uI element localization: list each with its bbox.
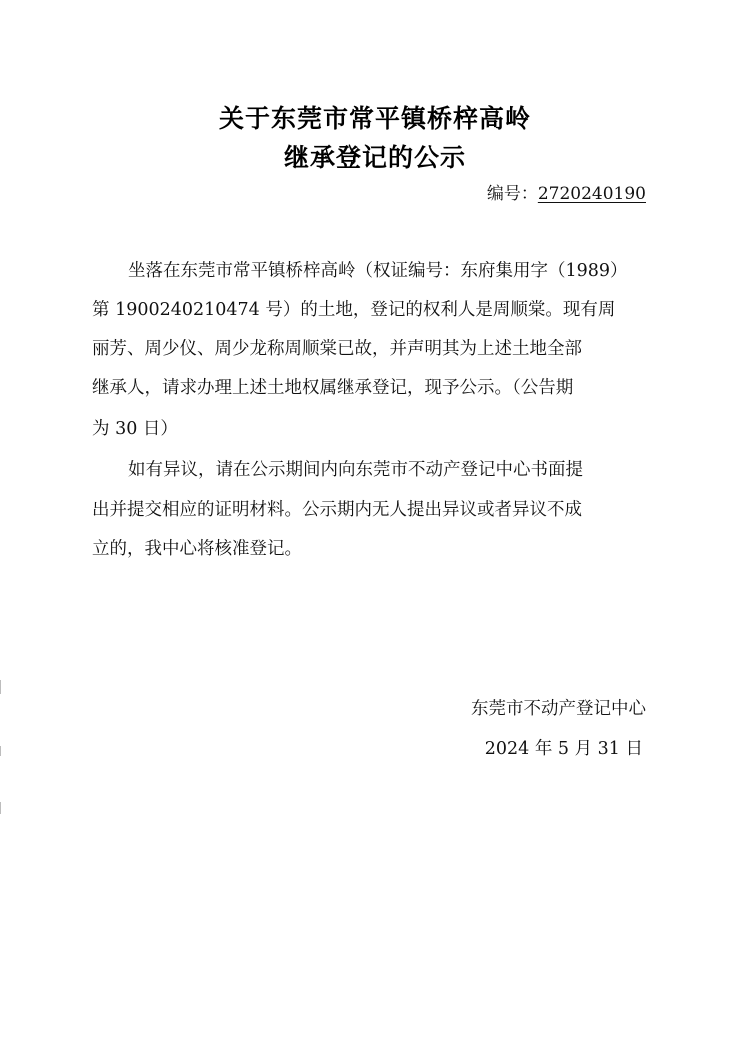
document-title-line1: 关于东莞市常平镇桥梓高岭 [218,104,531,133]
paragraph1-line4: 继承人，请求办理上述土地权属继承登记，现予公示。（公告期 [92,378,574,398]
paragraph1-line1: 坐落在东莞市常平镇桥梓高岭（权证编号：东府集用字（1989） [128,261,628,281]
issue-date: 2024 年 5 月 31 日 [484,739,643,759]
serial-number: 2720240190 [537,184,646,204]
paragraph2-line1: 如有异议，请在公示期间内向东莞市不动产登记中心书面提 [128,460,583,480]
paragraph2-line3: 立的，我中心将核准登记。 [92,539,302,559]
paragraph1-line5: 为 30 日） [92,419,178,439]
serial-label: 编号： [486,184,538,204]
paragraph2-line2: 出并提交相应的证明材料。公示期内无人提出异议或者异议不成 [92,500,582,520]
document-title-line2: 继承登记的公示 [283,143,466,172]
paragraph1-line2: 第 1900240210474 号）的土地，登记的权利人是周顺棠。现有周 [92,300,616,320]
scan-edge-mark [0,746,1,756]
paragraph1-line3: 丽芳、周少仪、周少龙称周顺棠已故，并声明其为上述土地全部 [92,339,582,359]
scan-edge-mark [0,802,1,814]
issuer-name: 东莞市不动产登记中心 [471,699,646,719]
scan-edge-mark [0,680,1,694]
serial-number-row [487,186,646,203]
